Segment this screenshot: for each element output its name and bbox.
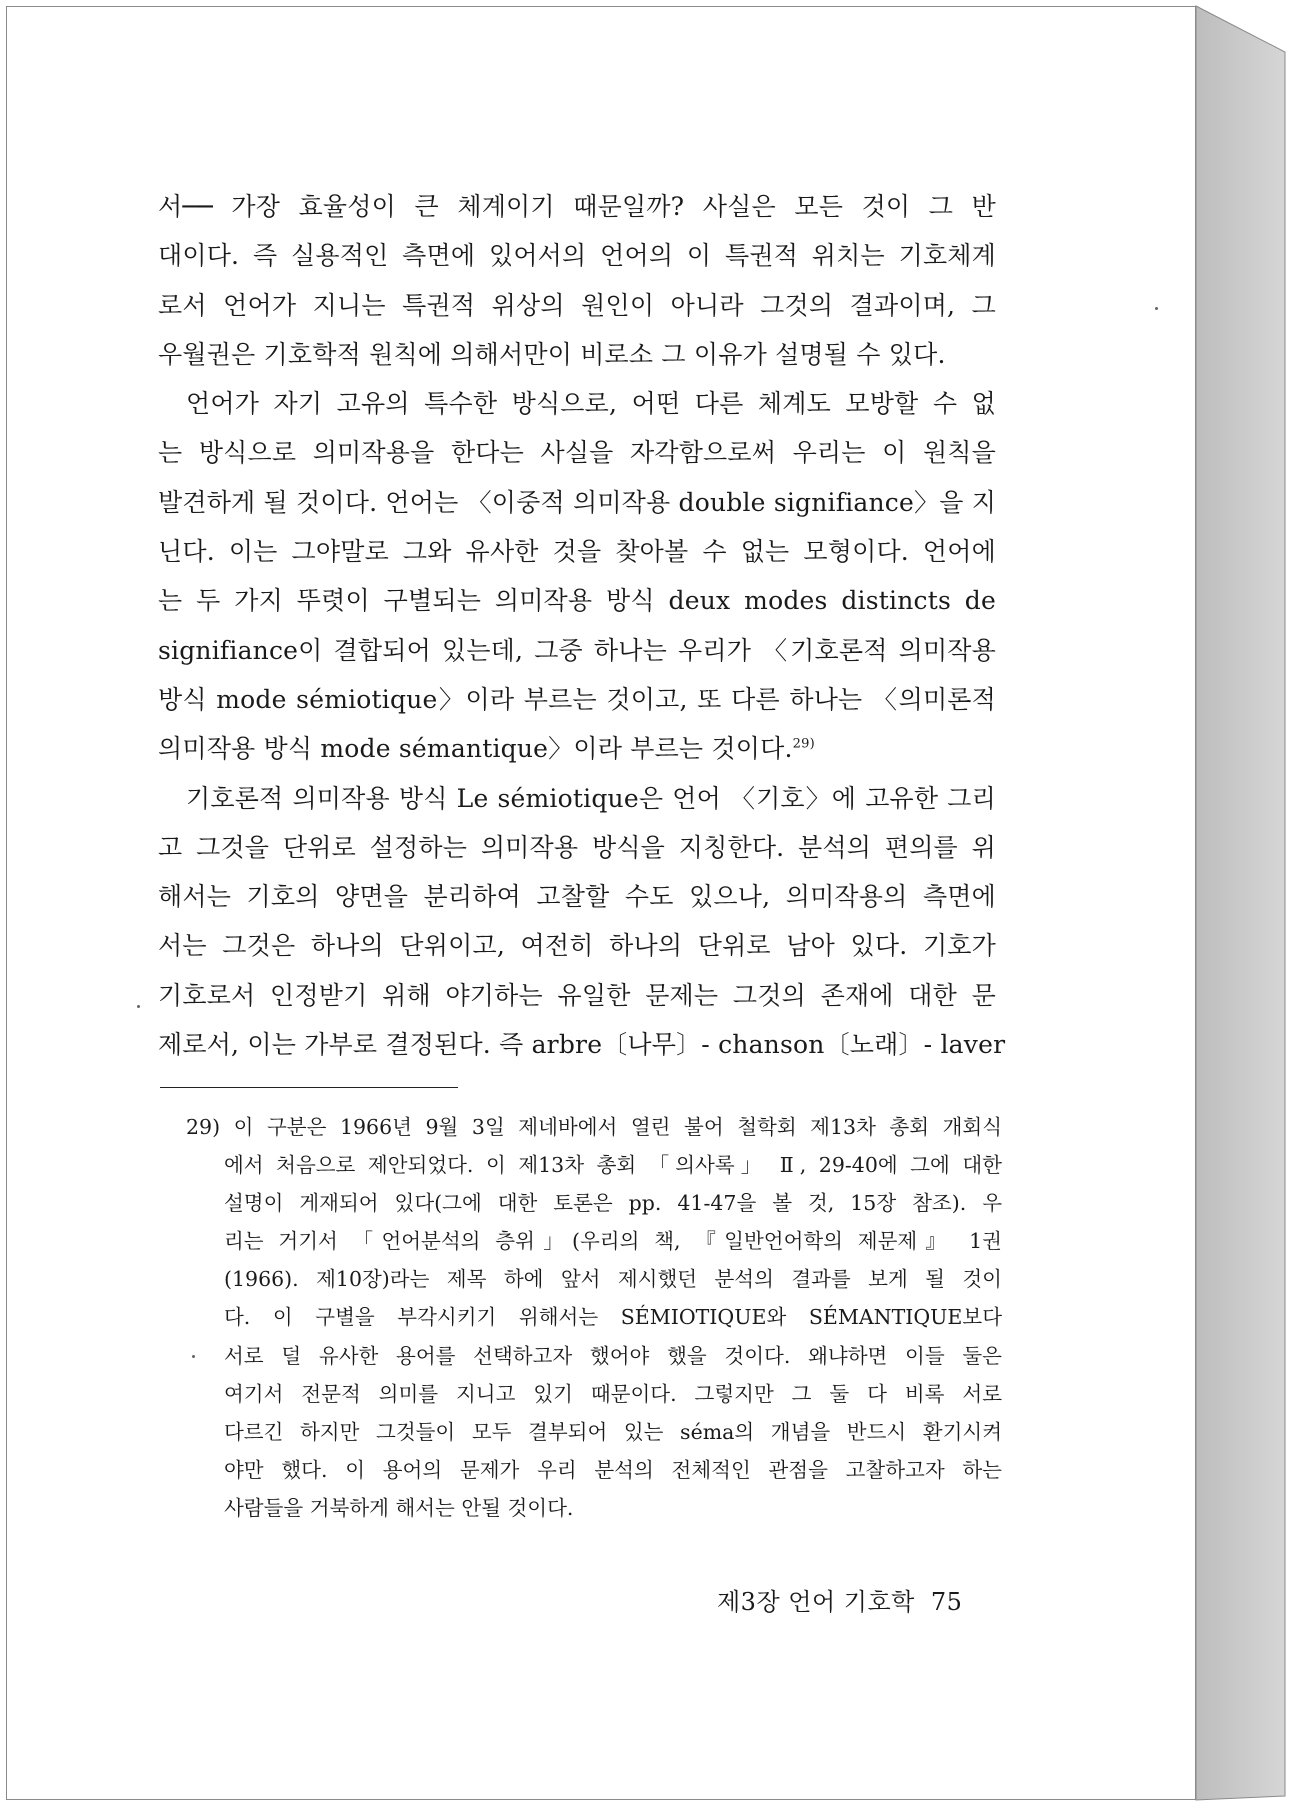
footnote-line: 다. 이 구별을 부각시키기 위해서는 SÉMIOTIQUE와 SÉMANTIQUE보다 [224,1305,1002,1330]
footnote-divider [160,1087,458,1088]
chapter-title: 제3장 언어 기호학 [717,1588,915,1616]
footnote-line: 리는 거기서 「언어분석의 층위」(우리의 책, 『일반언어학의 제문제』 1권 [224,1229,1002,1254]
text-line: 방식 mode sémiotique〉이라 부르는 것이고, 또 다른 하나는 〈의미론적 [158,684,996,714]
running-footer [717,1582,962,1617]
text-line-content: 의미작용 방식 mode sémantique〉이라 부르는 것이다. [158,734,793,764]
text-line: 우월권은 기호학적 원칙에 의해서만이 비로소 그 이유가 설명될 수 있다. [158,339,946,369]
footnote-line: 다르긴 하지만 그것들이 모두 결부되어 있는 séma의 개념을 반드시 환기시켜 [224,1419,1002,1444]
text-line: 대이다. 즉 실용적인 측면에 있어서의 언어의 이 특권적 위치는 기호체계 [158,241,996,271]
footnote-line: 사람들을 거북하게 해서는 안될 것이다. [224,1495,574,1520]
text-line: 로서 언어가 지니는 특권적 위상의 원인이 아니라 그것의 결과이며, 그 [158,290,996,320]
footnote-block [186,1108,1002,1527]
text-line: 서── 가장 효율성이 큰 체계이기 때문일까? 사실은 모든 것이 그 반 [158,192,996,221]
footnote-reference: 29) [792,736,815,752]
text-line: 는 방식으로 의미작용을 한다는 사실을 자각함으로써 우리는 이 원칙을 [158,438,996,468]
text-line: 기호로서 인정받기 위해 야기하는 유일한 문제는 그것의 존재에 대한 문 [158,980,996,1010]
footnote-line: 야만 했다. 이 용어의 문제가 우리 분석의 전체적인 관점을 고찰하고자 하는 [224,1457,1002,1482]
text-line: 기호론적 의미작용 방식 Le sémiotique은 언어 〈기호〉에 고유한 그리 [186,783,996,813]
text-line: 닌다. 이는 그야말로 그와 유사한 것을 찾아볼 수 없는 모형이다. 언어에 [158,537,996,567]
text-line: 는 두 가지 뚜렷이 구별되는 의미작용 방식 deux modes distincts de [158,586,996,616]
text-line: 서는 그것은 하나의 단위이고, 여전히 하나의 단위로 남아 있다. 기호가 [158,931,996,961]
main-text [158,182,1006,1069]
text-line: 발견하게 될 것이다. 언어는 〈이중적 의미작용 double signifiance〉을 지 [158,487,997,517]
page-number: 75 [930,1588,963,1616]
text-line: 제로서, 이는 가부로 결정된다. 즉 arbre〔나무〕- chanson〔노래〕- laver [158,1030,1006,1060]
footnote-line: 29) 이 구분은 1966년 9월 3일 제네바에서 열린 불어 철학회 제13차 총회 개회식 [186,1115,1002,1139]
footnote-line: 에서 처음으로 제안되었다. 이 제13차 총회 「의사록」 Ⅱ, 29-40에 그에 대한 [224,1153,1002,1178]
text-line: signifiance이 결합되어 있는데, 그중 하나는 우리가 〈기호론적 의미작용 [158,635,996,665]
text-line: 해서는 기호의 양면을 분리하여 고찰할 수도 있으나, 의미작용의 측면에 [158,882,996,912]
text-line: 고 그것을 단위로 설정하는 의미작용 방식을 지칭한다. 분석의 편의를 위 [158,832,996,862]
text-line [158,724,996,773]
footnote-line: 여기서 전문적 의미를 지니고 있기 때문이다. 그렇지만 그 둘 다 비록 서로 [224,1381,1002,1406]
footnote-line: 서로 덜 유사한 용어를 선택하고자 했어야 했을 것이다. 왜냐하면 이들 둘은 [224,1343,1002,1368]
text-line: 언어가 자기 고유의 특수한 방식으로, 어떤 다른 체계도 모방할 수 없 [186,389,996,419]
footnote-line: (1966). 제10장)라는 제목 하에 앞서 제시했던 분석의 결과를 보게 될 것이 [224,1267,1002,1292]
footnote-line: 설명이 게재되어 있다(그에 대한 토론은 pp. 41-47을 볼 것, 15장 참조). 우 [224,1191,1002,1216]
scan-speck [1155,307,1158,310]
scan-speck [137,1005,140,1008]
